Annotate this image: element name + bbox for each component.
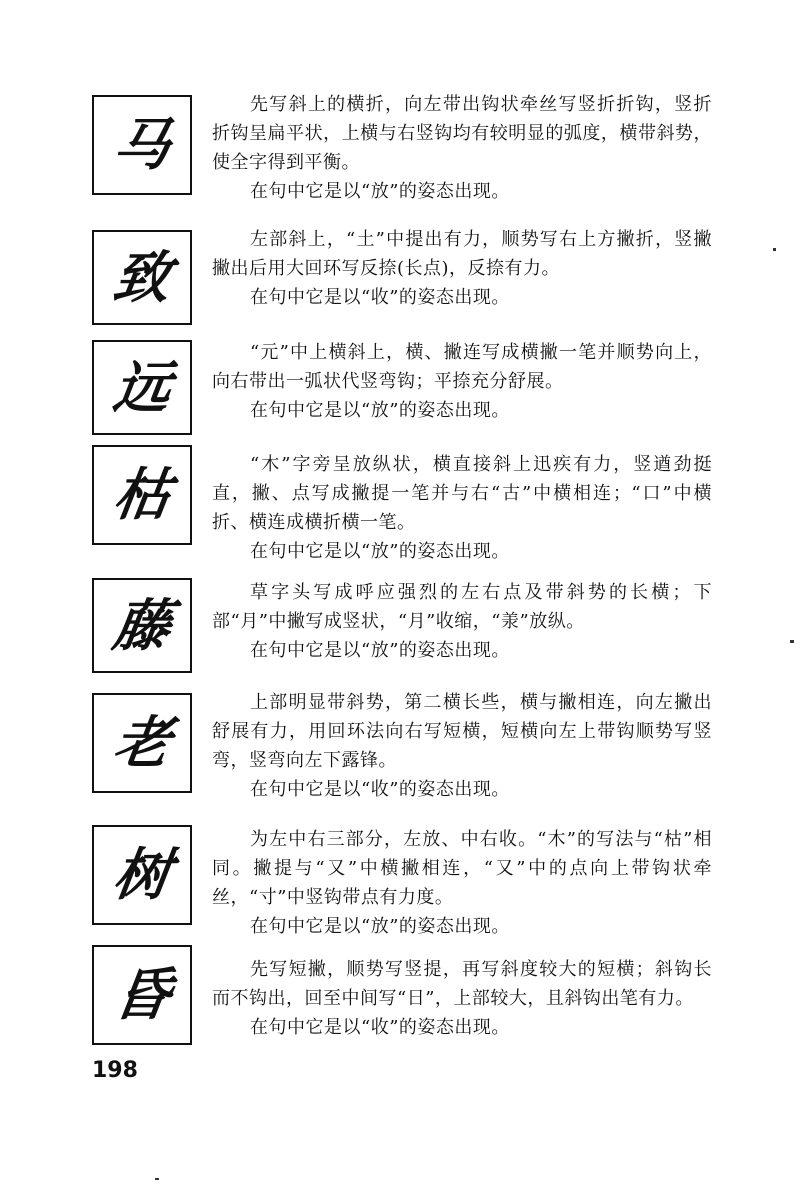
character-glyph: 树 xyxy=(109,842,175,908)
entry-text-shu xyxy=(212,825,712,941)
character-glyph: 远 xyxy=(109,354,175,421)
entry-description: 上部明显带斜势，第二横长些，横与撇相连，向左撇出舒展有力，用回环法向右写短横，短横向左上带钩顺势写竖弯，竖弯向左下露锋。 xyxy=(212,692,712,771)
entry-note: 在句中它是以“放”的姿态出现。 xyxy=(250,640,510,661)
entry-description: 先写短撇，顺势写竖提，再写斜度较大的短横；斜钩长而不钩出，回至中间写“日”，上部较大，且斜钩出笔有力。 xyxy=(212,959,712,1009)
character-box-hun xyxy=(92,945,192,1045)
character-box-ma xyxy=(92,95,192,195)
entry-note: 在句中它是以“收”的姿态出现。 xyxy=(250,1017,510,1038)
entry-note: 在句中它是以“收”的姿态出现。 xyxy=(250,287,510,308)
entry-text-lao xyxy=(212,688,712,804)
scan-speck xyxy=(155,1178,159,1180)
entry-description: 草字头写成呼应强烈的左右点及带斜势的长横；下部“月”中撇写成竖状，“月”收缩，“𣴎”放纵。 xyxy=(212,582,712,632)
entry-note: 在句中它是以“收”的姿态出现。 xyxy=(250,779,510,800)
entry-text-hun xyxy=(212,955,712,1042)
entry-description: 先写斜上的横折，向左带出钩状牵丝写竖折折钩，竖折折钩呈扁平状，上横与右竖钩均有较明显的弧度，横带斜势，使全字得到平衡。 xyxy=(212,94,712,173)
entry-note: 在句中它是以“放”的姿态出现。 xyxy=(250,541,510,562)
character-box-zhi xyxy=(92,230,192,325)
character-glyph: 老 xyxy=(109,710,175,776)
entry-text-yuan xyxy=(212,338,712,425)
entry-description: “元”中上横斜上，横、撇连写成横撇一笔并顺势向上，向右带出一弧状代竖弯钩；平捺充分舒展。 xyxy=(212,342,712,392)
scan-speck xyxy=(790,640,794,643)
entry-description: 为左中右三部分，左放、中右收。“木”的写法与“枯”相同。撇提与“又”中横撇相连，“又”中的点向上带钩状牵丝，“寸”中竖钩带点有力度。 xyxy=(212,829,712,908)
character-box-teng xyxy=(92,578,192,673)
entry-note: 在句中它是以“放”的姿态出现。 xyxy=(250,400,510,421)
entry-text-teng xyxy=(212,578,712,665)
entry-description: 左部斜上，“土”中提出有力，顺势写右上方撇折，竖撇撇出后用大回环写反捺(长点)，反捺有力。 xyxy=(212,229,712,279)
entry-text-ku xyxy=(212,450,712,566)
character-glyph: 藤 xyxy=(109,592,175,659)
entry-note: 在句中它是以“放”的姿态出现。 xyxy=(250,916,510,937)
character-glyph: 马 xyxy=(109,112,175,178)
entry-description: “木”字旁呈放纵状，横直接斜上迅疾有力，竖遒劲挺直，撇、点写成撇提一笔并与右“古”中横相连；“口”中横折、横连成横折横一笔。 xyxy=(212,454,712,533)
character-box-yuan xyxy=(92,340,192,435)
character-glyph: 致 xyxy=(109,244,175,311)
character-box-lao xyxy=(92,693,192,793)
entry-text-ma xyxy=(212,90,712,206)
character-box-ku xyxy=(92,445,192,545)
page-number: 198 xyxy=(92,1058,138,1083)
character-glyph: 昏 xyxy=(109,962,175,1028)
scan-speck xyxy=(773,248,776,251)
character-glyph: 枯 xyxy=(109,462,175,528)
entry-note: 在句中它是以“放”的姿态出现。 xyxy=(250,181,510,202)
character-box-shu xyxy=(92,825,192,925)
entry-text-zhi xyxy=(212,225,712,312)
